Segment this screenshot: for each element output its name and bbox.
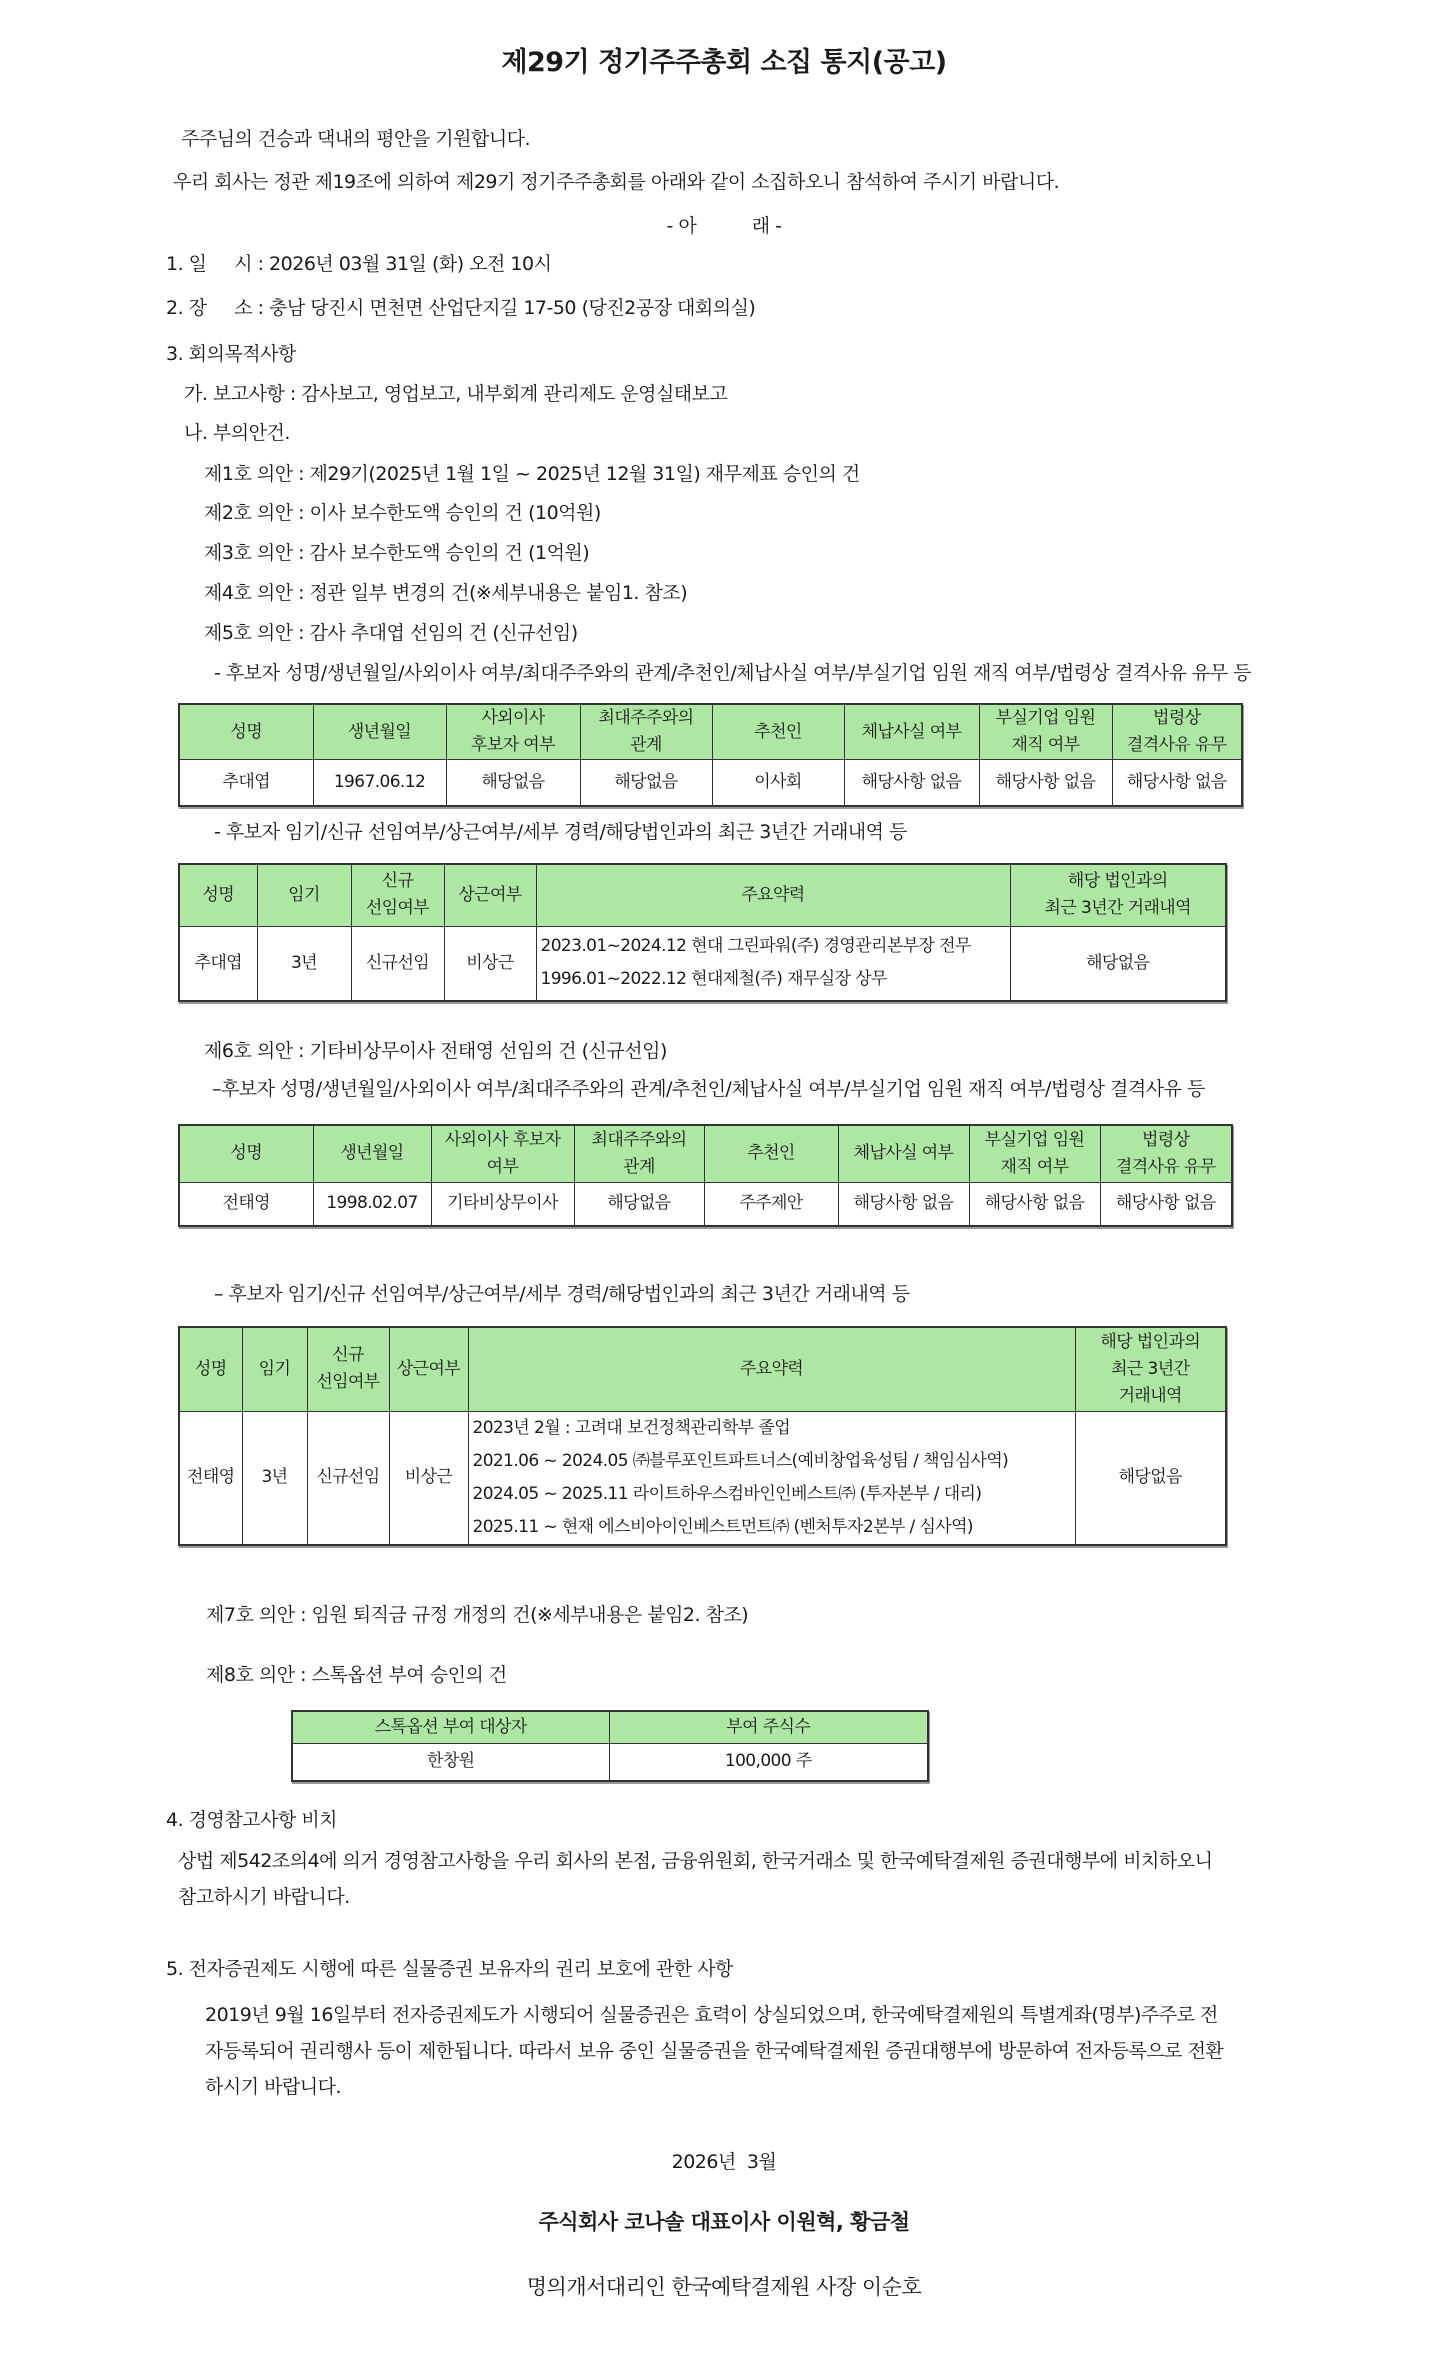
table-cell: 3년 bbox=[242, 1411, 307, 1545]
table-cell: 비상근 bbox=[444, 926, 536, 1001]
candidate-1-career-table bbox=[178, 863, 1227, 1002]
bill-7: 제7호 의안 : 임원 퇴직금 규정 개정의 건(※세부내용은 붙임2. 참조) bbox=[206, 1604, 749, 1626]
section-5-line-3: 하시기 바랍니다. bbox=[205, 2076, 342, 2098]
table-cell: 2023년 2월 : 고려대 보건정책관리학부 졸업 2021.06 ~ 2024.05 ㈜블루포인트파트너스(예비창업육성팀 / 책임심사역) 2024.05 ~ 2025.11 라이트하우스컴바인인베스트㈜ (투자본부 / 대리) 2025.11 ~ 현재 에스비아이인베스트먼트㈜ (벤처투자2본부 / 심사역) bbox=[468, 1411, 1075, 1545]
table-header-cell: 체납사실 여부 bbox=[838, 1125, 969, 1182]
table-cell: 기타비상무이사 bbox=[431, 1182, 574, 1226]
table-header-row bbox=[179, 864, 1226, 926]
table-header-cell: 해당 법인과의 최근 3년간 거래내역 bbox=[1075, 1327, 1226, 1411]
candidate-2-career-table bbox=[178, 1326, 1227, 1546]
greeting: 주주님의 건승과 댁내의 평안을 기원합니다. bbox=[181, 128, 531, 150]
bill-6-note-2: – 후보자 임기/신규 선임여부/상근여부/세부 경력/해당법인과의 최근 3년간 거래내역 등 bbox=[214, 1283, 910, 1305]
table-header-row bbox=[179, 1327, 1226, 1411]
table-header-row bbox=[179, 1125, 1232, 1182]
table-row bbox=[179, 1182, 1232, 1226]
table-header-cell: 추천인 bbox=[712, 704, 844, 760]
bill-2: 제2호 의안 : 이사 보수한도액 승인의 건 (10억원) bbox=[204, 502, 601, 524]
table-row bbox=[179, 1411, 1226, 1545]
section-4-line-2: 참고하시기 바랍니다. bbox=[178, 1886, 350, 1908]
table-cell: 추대엽 bbox=[179, 926, 257, 1001]
table-cell: 해당없음 bbox=[1075, 1411, 1226, 1545]
table-cell: 이사회 bbox=[712, 760, 844, 806]
candidate-2-profile-table bbox=[178, 1124, 1233, 1227]
table-cell: 해당없음 bbox=[1010, 926, 1226, 1001]
below-marker: - 아 래 - bbox=[666, 215, 782, 237]
table-cell: 추대엽 bbox=[179, 760, 313, 806]
notice-date: 2026년 3월 bbox=[671, 2151, 777, 2173]
table-header-cell: 임기 bbox=[242, 1327, 307, 1411]
table-header-cell: 성명 bbox=[179, 704, 313, 760]
table-header-cell: 추천인 bbox=[704, 1125, 838, 1182]
table-header-cell: 법령상 결격사유 유무 bbox=[1112, 704, 1242, 760]
candidate-1-profile-table bbox=[178, 703, 1243, 807]
table-header-cell: 상근여부 bbox=[389, 1327, 468, 1411]
table-row bbox=[292, 1743, 928, 1781]
table-header-cell: 부실기업 임원 재직 여부 bbox=[969, 1125, 1100, 1182]
table-header-cell: 사외이사 후보자 여부 bbox=[431, 1125, 574, 1182]
table-header-cell: 신규 선임여부 bbox=[351, 864, 444, 926]
bill-4: 제4호 의안 : 정관 일부 변경의 건(※세부내용은 붙임1. 참조) bbox=[204, 582, 688, 604]
table-cell: 1998.02.07 bbox=[313, 1182, 431, 1226]
page-title: 제29기 정기주주총회 소집 통지(공고) bbox=[501, 47, 947, 78]
table-header-cell: 최대주주와의 관계 bbox=[574, 1125, 704, 1182]
table-header-cell: 성명 bbox=[179, 1125, 313, 1182]
table-header-cell: 체납사실 여부 bbox=[844, 704, 979, 760]
table-header-row bbox=[292, 1711, 928, 1743]
table-header-cell: 성명 bbox=[179, 1327, 242, 1411]
company-signature: 주식회사 코나솔 대표이사 이원혁, 황금철 bbox=[538, 2210, 910, 2234]
table-cell: 해당사항 없음 bbox=[838, 1182, 969, 1226]
table-header-cell: 성명 bbox=[179, 864, 257, 926]
table-cell: 해당없음 bbox=[574, 1182, 704, 1226]
table-cell: 해당사항 없음 bbox=[1112, 760, 1242, 806]
bill-6: 제6호 의안 : 기타비상무이사 전태영 선임의 건 (신규선임) bbox=[204, 1040, 667, 1062]
table-header-cell: 주요약력 bbox=[468, 1327, 1075, 1411]
table-cell: 1967.06.12 bbox=[313, 760, 446, 806]
resolution-heading: 나. 부의안건. bbox=[184, 422, 290, 444]
table-cell: 한창원 bbox=[292, 1743, 609, 1781]
table-cell: 신규선임 bbox=[307, 1411, 389, 1545]
table-header-cell: 주요약력 bbox=[536, 864, 1010, 926]
table-cell: 전태영 bbox=[179, 1182, 313, 1226]
table-cell: 주주제안 bbox=[704, 1182, 838, 1226]
bill-5-note-1: - 후보자 성명/생년월일/사외이사 여부/최대주주와의 관계/추천인/체납사실 여부/부실기업 임원 재직 여부/법령상 결격사유 유무 등 bbox=[214, 662, 1252, 684]
transfer-agent-signature: 명의개서대리인 한국예탁결제원 사장 이순호 bbox=[526, 2275, 922, 2299]
meeting-date: 1. 일 시 : 2026년 03월 31일 (화) 오전 10시 bbox=[166, 253, 552, 275]
table-cell: 2023.01~2024.12 현대 그린파워(주) 경영관리본부장 전무 1996.01~2022.12 현대제철(주) 재무실장 상무 bbox=[536, 926, 1010, 1001]
section-5-line-1: 2019년 9월 16일부터 전자증권제도가 시행되어 실물증권은 효력이 상실되었으며, 한국예탁결제원의 특별계좌(명부)주주로 전 bbox=[205, 2004, 1218, 2026]
table-cell: 3년 bbox=[257, 926, 351, 1001]
table-cell: 해당없음 bbox=[446, 760, 580, 806]
table-cell: 100,000 주 bbox=[609, 1743, 928, 1781]
stock-option-table bbox=[291, 1710, 929, 1782]
section-4-heading: 4. 경영참고사항 비치 bbox=[166, 1809, 338, 1831]
table-header-cell: 부실기업 임원 재직 여부 bbox=[979, 704, 1112, 760]
table-header-cell: 법령상 결격사유 유무 bbox=[1100, 1125, 1232, 1182]
table-cell: 해당사항 없음 bbox=[979, 760, 1112, 806]
report-items: 가. 보고사항 : 감사보고, 영업보고, 내부회계 관리제도 운영실태보고 bbox=[184, 383, 728, 405]
table-header-cell: 사외이사 후보자 여부 bbox=[446, 704, 580, 760]
section-4-line-1: 상법 제542조의4에 의거 경영참고사항을 우리 회사의 본점, 금융위원회, 한국거래소 및 한국예탁결제원 증권대행부에 비치하오니 bbox=[178, 1850, 1213, 1872]
table-cell: 해당없음 bbox=[580, 760, 712, 806]
bill-3: 제3호 의안 : 감사 보수한도액 승인의 건 (1억원) bbox=[204, 542, 590, 564]
table-header-cell: 생년월일 bbox=[313, 704, 446, 760]
table-row bbox=[179, 760, 1242, 806]
table-cell: 비상근 bbox=[389, 1411, 468, 1545]
meeting-place: 2. 장 소 : 충남 당진시 면천면 산업단지길 17-50 (당진2공장 대회의실) bbox=[166, 297, 756, 319]
table-cell: 해당사항 없음 bbox=[1100, 1182, 1232, 1226]
table-header-cell: 생년월일 bbox=[313, 1125, 431, 1182]
bill-5: 제5호 의안 : 감사 추대엽 선임의 건 (신규선임) bbox=[204, 622, 578, 644]
table-cell: 전태영 bbox=[179, 1411, 242, 1545]
table-cell: 해당사항 없음 bbox=[844, 760, 979, 806]
bill-5-note-2: - 후보자 임기/신규 선임여부/상근여부/세부 경력/해당법인과의 최근 3년간 거래내역 등 bbox=[214, 821, 907, 843]
bill-1: 제1호 의안 : 제29기(2025년 1월 1일 ~ 2025년 12월 31일) 재무제표 승인의 건 bbox=[204, 463, 860, 485]
section-5-heading: 5. 전자증권제도 시행에 따른 실물증권 보유자의 권리 보호에 관한 사항 bbox=[166, 1958, 733, 1980]
table-header-cell: 최대주주와의 관계 bbox=[580, 704, 712, 760]
bill-6-note-1: –후보자 성명/생년월일/사외이사 여부/최대주주와의 관계/추천인/체납사실 여부/부실기업 임원 재직 여부/법령상 결격사유 등 bbox=[212, 1078, 1205, 1100]
table-header-cell: 임기 bbox=[257, 864, 351, 926]
table-header-cell: 부여 주식수 bbox=[609, 1711, 928, 1743]
agenda-heading: 3. 회의목적사항 bbox=[166, 343, 296, 365]
table-header-row bbox=[179, 704, 1242, 760]
table-header-cell: 신규 선임여부 bbox=[307, 1327, 389, 1411]
table-header-cell: 스톡옵션 부여 대상자 bbox=[292, 1711, 609, 1743]
table-row bbox=[179, 926, 1226, 1001]
bill-8: 제8호 의안 : 스톡옵션 부여 승인의 건 bbox=[206, 1664, 507, 1686]
table-cell: 신규선임 bbox=[351, 926, 444, 1001]
section-5-line-2: 자등록되어 권리행사 등이 제한됩니다. 따라서 보유 중인 실물증권을 한국예탁결제원 증권대행부에 방문하여 전자등록으로 전환 bbox=[205, 2040, 1224, 2062]
table-cell: 해당사항 없음 bbox=[969, 1182, 1100, 1226]
intro: 우리 회사는 정관 제19조에 의하여 제29기 정기주주총회를 아래와 같이 소집하오니 참석하여 주시기 바랍니다. bbox=[173, 171, 1060, 193]
table-header-cell: 상근여부 bbox=[444, 864, 536, 926]
table-header-cell: 해당 법인과의 최근 3년간 거래내역 bbox=[1010, 864, 1226, 926]
